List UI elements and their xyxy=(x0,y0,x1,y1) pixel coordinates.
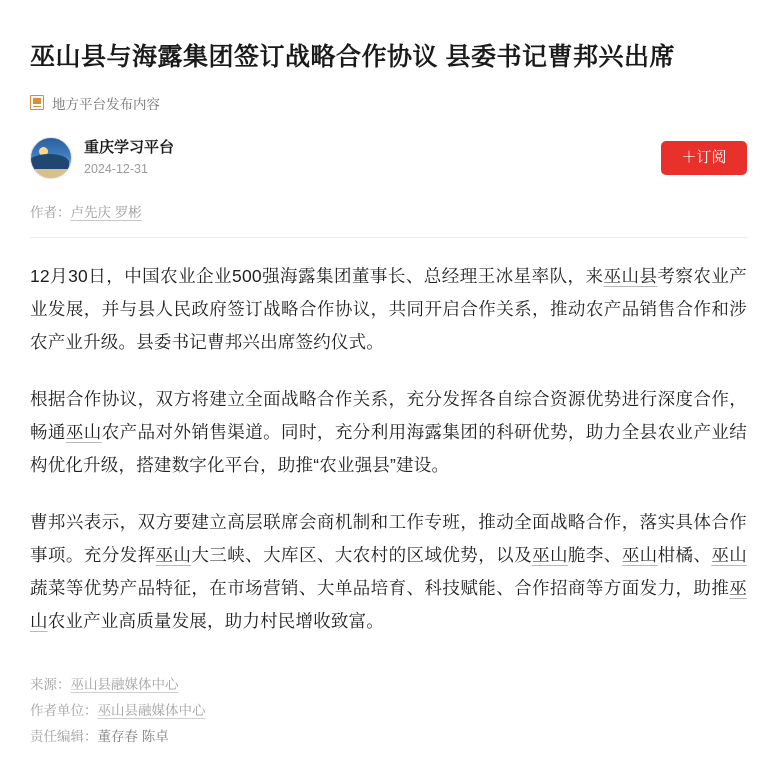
avatar-water-icon xyxy=(31,169,71,178)
paragraph-1-lead: 12月30日， xyxy=(30,265,125,286)
paragraph-3-text-f: 农业产业高质量发展，助力村民增收致富。 xyxy=(47,610,385,631)
footer-editor-row xyxy=(30,724,747,750)
author-line xyxy=(30,201,747,221)
paragraph-3-link-c[interactable]: 巫山 xyxy=(621,544,658,565)
article-footer xyxy=(30,672,747,750)
subscribe-button[interactable]: ＋订阅 xyxy=(661,141,747,175)
source-tag xyxy=(30,93,747,113)
document-tag-icon xyxy=(30,95,44,110)
paragraph-3-link-a[interactable]: 巫山 xyxy=(155,544,192,565)
article-page xyxy=(0,17,777,764)
paragraph-1-link-a[interactable]: 巫山县 xyxy=(603,265,658,286)
paragraph-3-text-c: 脆李、 xyxy=(567,544,622,565)
avatar[interactable] xyxy=(30,137,72,179)
paragraph-2-text-b: 农产品对外销售渠道。同时，充分利用海露集团的科研优势，助力全县农业产业结构优化升级，搭建数字化平台，助推“农业强县”建设。 xyxy=(30,421,748,475)
source-tag-label: 地方平台发布内容 xyxy=(52,96,160,112)
header-divider xyxy=(30,237,747,238)
paragraph-3-link-d[interactable]: 巫山 xyxy=(711,544,747,565)
footer-source-label: 来源： xyxy=(30,676,71,692)
footer-editor-value: 董存春 陈卓 xyxy=(97,728,169,744)
page-title: 巫山县与海露集团签订战略合作协议 县委书记曹邦兴出席 xyxy=(30,42,675,71)
footer-unit-label: 作者单位： xyxy=(30,702,98,718)
paragraph-3-text-d: 柑橘、 xyxy=(657,544,712,565)
footer-editor-label: 责任编辑： xyxy=(30,728,98,744)
publisher-row xyxy=(30,135,747,181)
paragraph-2-text-a: 根据合作协议，双方将建立全面战略合作关系，充分发挥各自综合资源优势进行深度合作，畅通 xyxy=(30,388,747,442)
paragraph-3-text-b: 大三峡、大库区、大农村的区域优势，以及 xyxy=(191,544,533,565)
author-names: 卢先庆 罗彬 xyxy=(70,204,142,220)
paragraph-3-link-b[interactable]: 巫山 xyxy=(532,544,568,565)
paragraph-3-text-e: 蔬菜等优势产品特征，在市场营销、大单品培育、科技赋能、合作招商等方面发力，助推 xyxy=(30,577,730,598)
publisher-name[interactable]: 重庆学习平台 xyxy=(84,138,175,156)
publisher-meta xyxy=(84,138,174,178)
article-body xyxy=(30,260,747,638)
paragraph-3-text-a: 曹邦兴表示，双方要建立高层联席会商机制和工作专班，推动全面战略合作，落实具体合作事项。充分发挥 xyxy=(30,511,747,565)
paragraph-3 xyxy=(30,506,747,638)
avatar-hill-icon xyxy=(30,154,69,170)
publish-date: 2024-12-31 xyxy=(84,161,148,176)
footer-source-value[interactable]: 巫山县融媒体中心 xyxy=(70,676,179,692)
footer-source-row xyxy=(30,672,747,698)
footer-unit-row xyxy=(30,698,747,724)
author-label: 作者： xyxy=(30,204,71,220)
footer-unit-value[interactable]: 巫山县融媒体中心 xyxy=(97,702,206,718)
paragraph-2 xyxy=(30,383,747,482)
paragraph-1-text-a: 中国农业企业500强海露集团董事长、总经理王冰星率队，来 xyxy=(124,265,604,286)
paragraph-2-link-a[interactable]: 巫山 xyxy=(65,421,102,442)
paragraph-1-text-b: 考察农业产业发展，并与县人民政府签订战略合作协议，共同开启合作关系，推动农产品销售合作和涉农产业升级。县委书记曹邦兴出席签约仪式。 xyxy=(30,265,748,352)
paragraph-3-link-e[interactable]: 巫山 xyxy=(30,577,747,631)
paragraph-1 xyxy=(30,260,747,359)
